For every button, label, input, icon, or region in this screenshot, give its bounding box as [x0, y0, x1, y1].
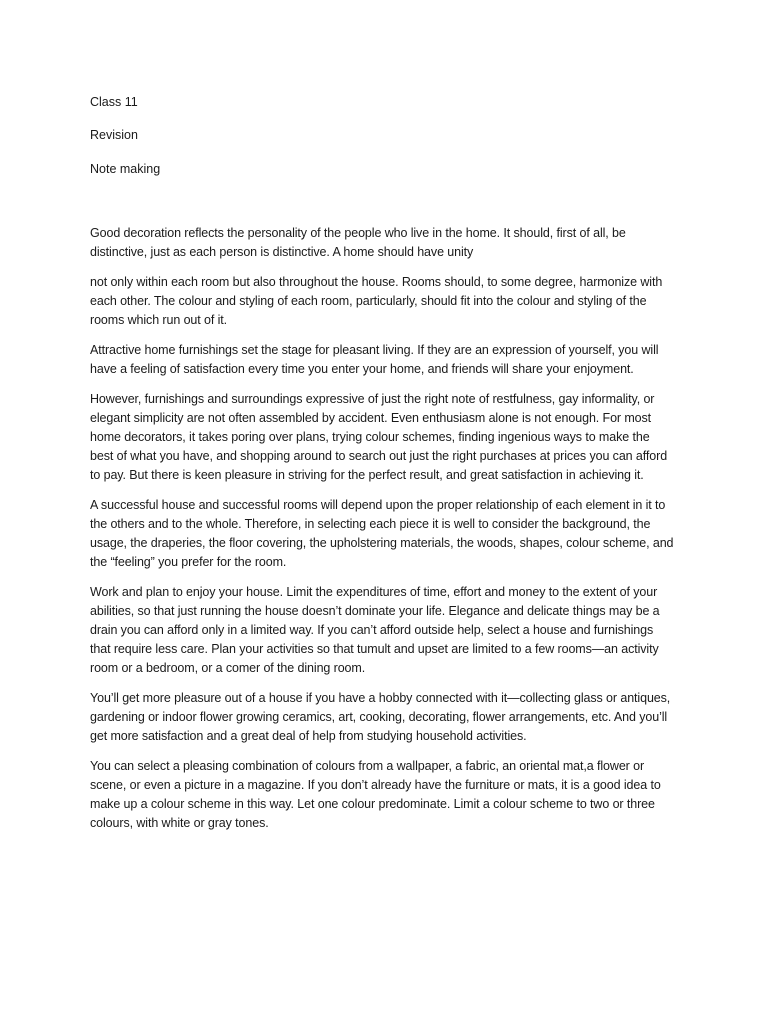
paragraph-2: not only within each room but also throughout the house. Rooms should, to some degree, harmonize with each other. The colour and styling of each room, particularly, should fit into the colour and styling of the rooms which run out of it. — [90, 275, 663, 327]
paragraph-1: Good decoration reflects the personality of the people who live in the home. It should, first of all, be distinctive, just as each person is distinctive. A home should have unity — [90, 226, 626, 259]
paragraph-8: You can select a pleasing combination of colours from a wallpaper, a fabric, an oriental mat,a flower or scene, or even a picture in a magazine. If you don’t already have the furniture or mats, it is a good idea to make up a colour scheme in this way. Let one colour predominate. Limit a colour scheme to two or three colours, with white or gray tones. — [90, 759, 661, 830]
class-heading: Class 11 — [90, 95, 138, 109]
paragraph-6: Work and plan to enjoy your house. Limit the expenditures of time, effort and money to the extent of your abilities, so that just running the house doesn’t dominate your life. Elegance and delicate things may be a drain you can afford only in a limited way. If you can’t afford outside help, select a house and furnishings that require less care. Plan your activities so that tumult and upset are limited to a few rooms—an activity room or a bedroom, or a comer of the dining room. — [90, 585, 660, 675]
topic-heading: Note making — [90, 162, 161, 176]
paragraph-7: You’ll get more pleasure out of a house if you have a hobby connected with it—collecting glass or antiques, gardening or indoor flower growing ceramics, art, cooking, decorating, flower arrangements, etc. And you’ll get more satisfaction and a great deal of help from studying household activities. — [90, 691, 671, 743]
paragraph-4: However, furnishings and surroundings expressive of just the right note of restfulness, gay informality, or elegant simplicity are not often assembled by accident. Even enthusiasm alone is not enough. For most home decorators, it takes poring over plans, trying colour schemes, finding ingenious ways to make the best of what you have, and shopping around to search out just the right purchases at prices you can afford to pay. But there is keen pleasure in striving for the perfect result, and great satisfaction in achieving it. — [90, 392, 668, 482]
paragraph-5: A successful house and successful rooms will depend upon the proper relationship of each element in it to the others and to the whole. Therefore, in selecting each piece it is well to consider the background, the usage, the draperies, the floor covering, the upholstering materials, the woods, shapes, colour scheme, and the “feeling” you prefer for the room. — [90, 498, 674, 569]
document-body — [90, 224, 675, 844]
paragraph-3: Attractive home furnishings set the stage for pleasant living. If they are an expression of yourself, you will have a feeling of satisfaction every time you enter your home, and friends will share your enjoyment. — [90, 343, 659, 376]
revision-heading: Revision — [90, 128, 138, 142]
